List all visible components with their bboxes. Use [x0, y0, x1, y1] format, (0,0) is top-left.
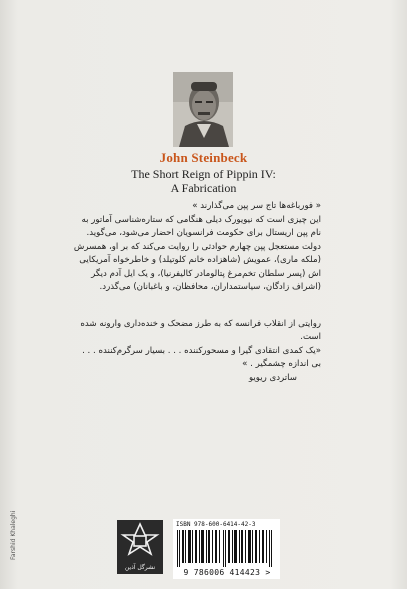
barcode-bars	[177, 530, 276, 567]
author-photo	[173, 72, 233, 147]
blurb-quote-title: « فورباغه‌ها تاج سر پپن می‌گذارند »	[192, 201, 321, 211]
author-name: John Steinbeck	[159, 150, 248, 165]
book-title-line2: A Fabrication	[170, 181, 237, 195]
blurb-paragraph: این چیزی است که نیویورک دیلی هنگامی که ستاره‌شناسی آماتور به نام پپن اریستال برای حکومت فرانسویان احضار می‌شود، می‌گوید. دولت مستعجل پپن چهارم حوادثی را روایت می‌کند که بر او، همسرش (ملکه ماری)، عمویش (شاهزاده خانم کلوتیلد) و خاطرخواه آمریکایی اش (پسر سلطان تخم‌مرغ پتالومادر کالیفرنیا)، و یک ایل آدم دیگر (اشراف زادگان، سیاستمداران، محافظان، و باغبانان) می‌گذرد.	[73, 215, 321, 293]
designer-credit: Farshid Khaleghi	[10, 510, 17, 560]
blurb-paragraph: روایتی از انقلاب فرانسه که به طرز مضحک و خنده‌داری وارونه شده است.	[80, 319, 321, 343]
isbn-barcode	[173, 519, 280, 579]
publisher-logo	[117, 520, 163, 574]
blurb-review-quote: «یک کمدی انتقادی گیرا و مسحورکننده . . . بسیار سرگرم‌کننده . . . بی اندازه چشمگیر . »	[82, 346, 321, 370]
isbn-text: ISBN 978-600-6414-42-3	[176, 521, 256, 528]
barcode-digits: 9 786006 414423 >	[183, 568, 271, 577]
book-title-line1: The Short Reign of Pippin IV:	[131, 167, 276, 181]
author-portrait-image	[173, 72, 233, 147]
publisher-flower-icon	[117, 520, 163, 564]
blurb-review-source: ساتردی ریویو	[248, 373, 297, 383]
publisher-name: نشرگل آذین	[124, 564, 156, 571]
